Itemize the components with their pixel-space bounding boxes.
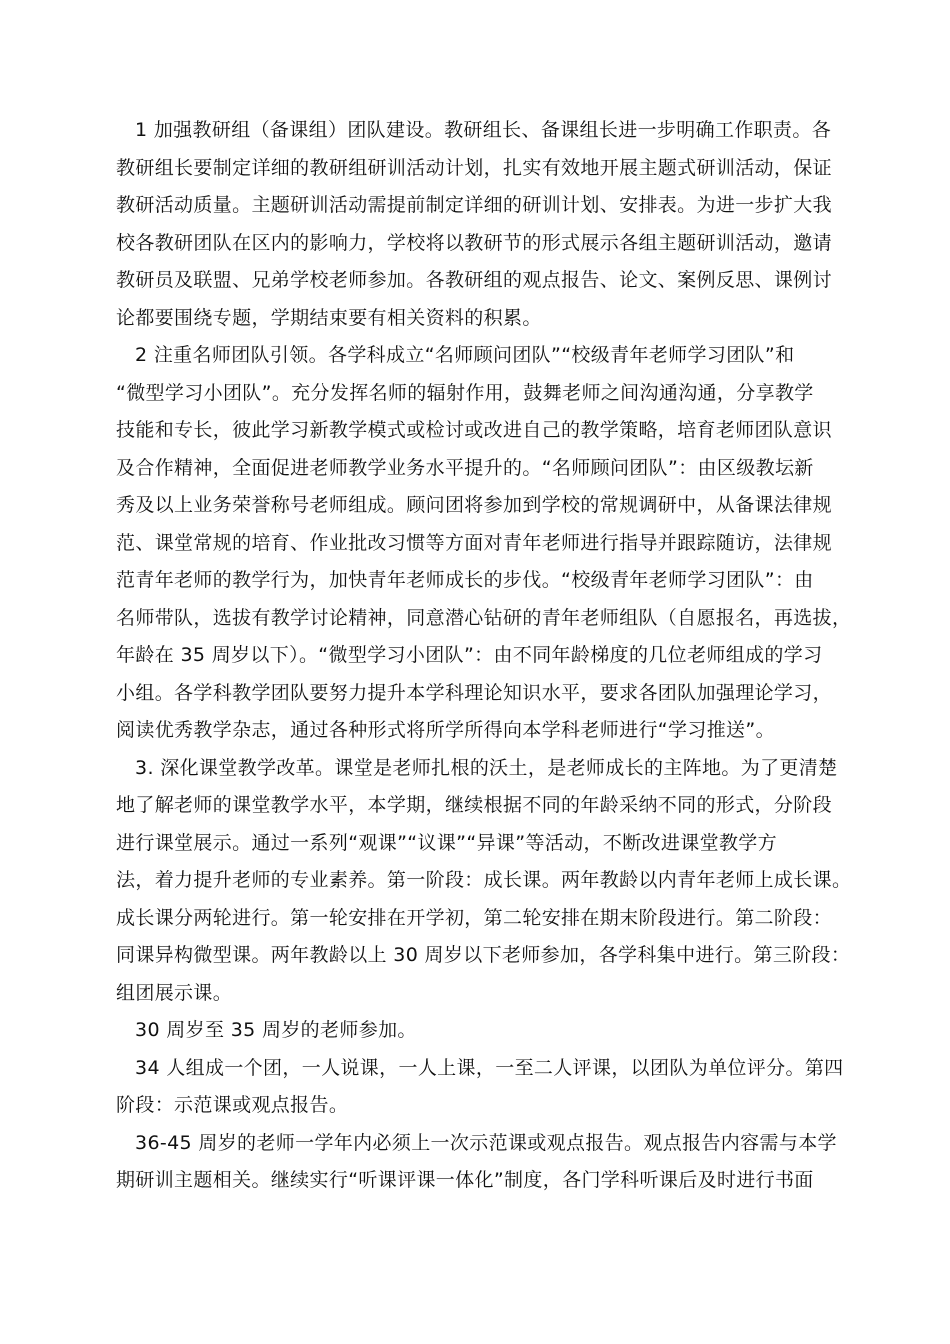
text-line: 阶段：示范课或观点报告。 bbox=[116, 1094, 349, 1116]
text-line: 小组。各学科教学团队要努力提升本学科理论知识水平，要求各团队加强理论学习， bbox=[116, 681, 832, 704]
text-line: 教研员及联盟、兄弟学校老师参加。各教研组的观点报告、论文、案例反思、课例讨 bbox=[116, 269, 832, 291]
text-line: 组团展示课。 bbox=[116, 981, 233, 1004]
text-line: 范青年老师的教学行为，加快青年老师成长的步伐。“校级青年老师学习团队”：由 bbox=[116, 569, 814, 591]
text-line: 教研活动质量。主题研训活动需提前制定详细的研训计划、安排表。为进一步扩大我 bbox=[116, 194, 832, 216]
text-line: 成长课分两轮进行。第一轮安排在开学初，第二轮安排在期末阶段进行。第二阶段： bbox=[116, 906, 832, 929]
text-line: 年龄在 35 周岁以下）。“微型学习小团队”：由不同年龄梯度的几位老师组成的学习 bbox=[116, 644, 823, 666]
text-line: 名师带队，选拔有教学讨论精神，同意潜心钻研的青年老师组队（自愿报名，再选拔， bbox=[116, 606, 852, 629]
text-line: 技能和专长，彼此学习新教学模式或检讨或改进自己的教学策略，培育老师团队意识 bbox=[116, 419, 832, 441]
text-line: 校各教研团队在区内的影响力，学校将以教研节的形式展示各组主题研训活动，邀请 bbox=[116, 231, 832, 254]
text-line: 期研训主题相关。继续实行“听课评课一体化”制度，各门学科听课后及时进行书面 bbox=[116, 1169, 814, 1191]
text-line: “微型学习小团队”。充分发挥名师的辐射作用，鼓舞老师之间沟通沟通，分享教学 bbox=[116, 381, 814, 404]
text-line: 36-45 周岁的老师一学年内必须上一次示范课或观点报告。观点报告内容需与本学 bbox=[135, 1131, 837, 1154]
text-line: 阅读优秀教学杂志，通过各种形式将所学所得向本学科老师进行“学习推送”。 bbox=[116, 719, 775, 741]
text-line: 34 人组成一个团，一人说课，一人上课，一至二人评课，以团队为单位评分。第四 bbox=[135, 1056, 844, 1079]
text-line: 1 加强教研组（备课组）团队建设。教研组长、备课组长进一步明确工作职责。各 bbox=[135, 119, 832, 141]
text-line: 进行课堂展示。通过一系列“观课”“议课”“异课”等活动，不断改进课堂教学方 bbox=[116, 831, 778, 854]
text-line: 3. 深化课堂教学改革。课堂是老师扎根的沃土，是老师成长的主阵地。为了更清楚 bbox=[135, 756, 838, 779]
text-line: 地了解老师的课堂教学水平，本学期，继续根据不同的年龄采纳不同的形式，分阶段 bbox=[116, 794, 832, 816]
text-line: 教研组长要制定详细的教研组研训活动计划，扎实有效地开展主题式研训活动，保证 bbox=[116, 156, 832, 179]
text-line: 30 周岁至 35 周岁的老师参加。 bbox=[135, 1019, 417, 1041]
text-line: 范、课堂常规的培育、作业批改习惯等方面对青年老师进行指导并跟踪随访，法律规 bbox=[116, 531, 832, 554]
document-body bbox=[116, 112, 851, 1200]
text-line: 及合作精神，全面促进老师教学业务水平提升的。“名师顾问团队”：由区级教坛新 bbox=[116, 456, 814, 479]
text-line: 论都要围绕专题，学期结束要有相关资料的积累。 bbox=[116, 306, 542, 329]
text-line: 2 注重名师团队引领。各学科成立“名师顾问团队”“校级青年老师学习团队”和 bbox=[135, 344, 795, 366]
text-line: 秀及以上业务荣誉称号老师组成。顾问团将参加到学校的常规调研中，从备课法律规 bbox=[116, 494, 832, 516]
text-line: 法，着力提升老师的专业素养。第一阶段：成长课。两年教龄以内青年老师上成长课。 bbox=[116, 869, 852, 891]
text-line: 同课异构微型课。两年教龄以上 30 周岁以下老师参加，各学科集中进行。第三阶段： bbox=[116, 944, 851, 966]
